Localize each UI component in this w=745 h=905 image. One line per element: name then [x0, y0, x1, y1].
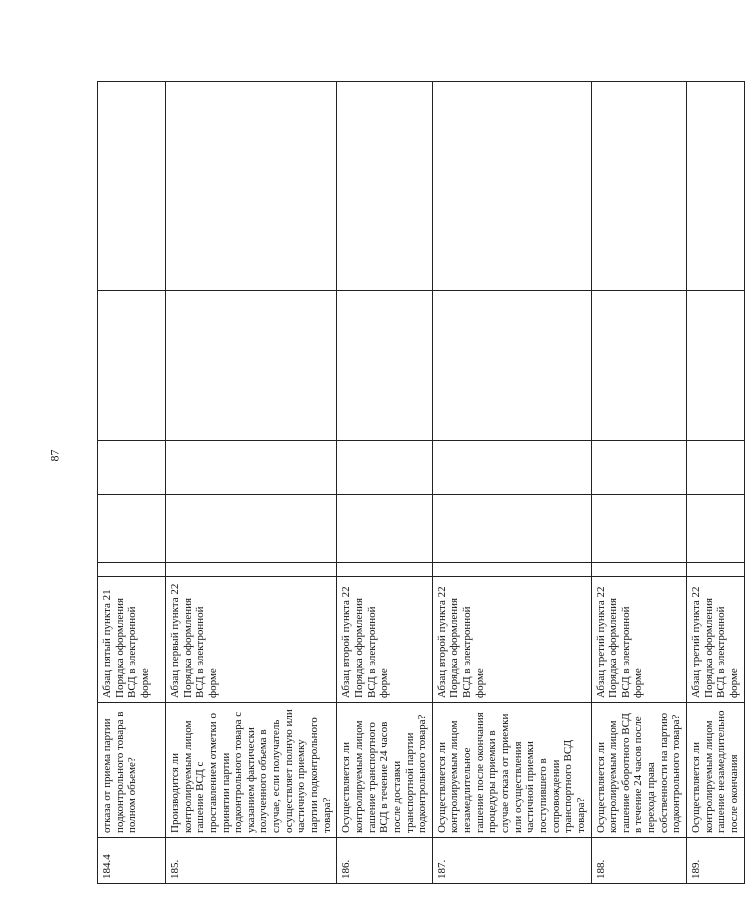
empty-cell: [686, 441, 744, 495]
empty-cell: [591, 291, 686, 441]
empty-cell: [166, 82, 337, 291]
empty-cell: [337, 291, 432, 441]
empty-cell: [337, 82, 432, 291]
empty-cell: [337, 441, 432, 495]
empty-cell: [432, 563, 591, 577]
reference-cell: Абзац второй пункта 22 Порядка оформления ВСД в электронной форме: [337, 577, 432, 703]
question-cell: Осуществляется ли контролируемым лицом гашение незамедлительно после окончания: [686, 703, 744, 838]
page-number: 87: [47, 449, 62, 462]
question-cell: отказа от приема партии подконтрольного товара в полном объеме?: [98, 703, 166, 838]
empty-cell: [166, 441, 337, 495]
rotated-table-container: [97, 82, 740, 884]
empty-cell: [337, 563, 432, 577]
empty-cell: [98, 82, 166, 291]
row-number: 186.: [337, 838, 432, 884]
empty-cell: [166, 563, 337, 577]
empty-cell: [591, 441, 686, 495]
table-row: [591, 82, 686, 884]
question-cell: Осуществляется ли контролируемым лицом гашение оборотного ВСД в течение 24 часов после перехода права собственности на партию подконтрольного товара?: [591, 703, 686, 838]
checklist-table: [97, 81, 745, 884]
reference-cell: Абзац пятый пункта 21 Порядка оформления ВСД в электронной форме: [98, 577, 166, 703]
reference-cell: Абзац второй пункта 22 Порядка оформления ВСД в электронной форме: [432, 577, 591, 703]
empty-cell: [166, 291, 337, 441]
row-number: 184.4: [98, 838, 166, 884]
table-row: [432, 82, 591, 884]
empty-cell: [432, 495, 591, 563]
row-number: 185.: [166, 838, 337, 884]
question-cell: Осуществляется ли контролируемым лицом незамедлительное гашение после окончания процедуры приемки в случае отказа от приемки или осуществления частичной приемки поступившего в сопровождении транспортного ВСД товара?: [432, 703, 591, 838]
empty-cell: [166, 495, 337, 563]
reference-cell: Абзац третий пункта 22 Порядка оформления ВСД в электронной форме: [686, 577, 744, 703]
row-number: 188.: [591, 838, 686, 884]
empty-cell: [98, 291, 166, 441]
empty-cell: [686, 563, 744, 577]
reference-cell: Абзац первый пункта 22 Порядка оформления ВСД в электронной форме: [166, 577, 337, 703]
table-row: [337, 82, 432, 884]
table-row: [686, 82, 744, 884]
table-row: [166, 82, 337, 884]
empty-cell: [591, 563, 686, 577]
row-number: 189.: [686, 838, 744, 884]
empty-cell: [432, 291, 591, 441]
empty-cell: [591, 495, 686, 563]
empty-cell: [432, 82, 591, 291]
empty-cell: [337, 495, 432, 563]
table-row: [98, 82, 166, 884]
empty-cell: [686, 495, 744, 563]
empty-cell: [98, 495, 166, 563]
row-number: 187.: [432, 838, 591, 884]
empty-cell: [98, 563, 166, 577]
reference-cell: Абзац третий пункта 22 Порядка оформления ВСД в электронной форме: [591, 577, 686, 703]
empty-cell: [686, 291, 744, 441]
empty-cell: [686, 82, 744, 291]
question-cell: Осуществляется ли контролируемым лицом гашение транспортного ВСД в течение 24 часов после доставки транспортной партии подконтрольного товара?: [337, 703, 432, 838]
document-table-area: [97, 82, 740, 884]
empty-cell: [98, 441, 166, 495]
question-cell: Производится ли контролируемым лицом гашение ВСД с проставлением отметки о принятии партии подконтрольного товара с указанием фактически полученного объема в случае, если получатель осуществляет полную или частичную приемку партии подконтрольного товара?: [166, 703, 337, 838]
empty-cell: [432, 441, 591, 495]
empty-cell: [591, 82, 686, 291]
